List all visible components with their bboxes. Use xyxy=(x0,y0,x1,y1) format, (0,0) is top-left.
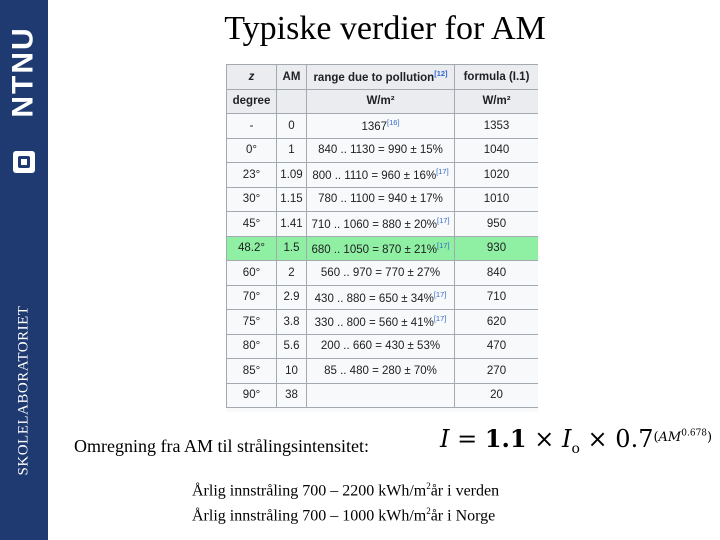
cell-formula: 950 xyxy=(455,212,539,237)
table-row xyxy=(227,359,539,384)
cell-am: 10 xyxy=(277,359,307,384)
reference-link[interactable]: [17] xyxy=(437,240,450,250)
table-row xyxy=(227,383,539,408)
slide-title: Typiske verdier for AM xyxy=(224,10,546,47)
unit-am xyxy=(277,89,307,114)
table-row xyxy=(227,187,539,212)
cell-range: 800 .. 1110 = 960 ± 16%[17] xyxy=(307,163,455,188)
cell-range: 330 .. 800 = 560 ± 41%[17] xyxy=(307,310,455,335)
cell-z: 48.2° xyxy=(227,236,277,261)
cell-formula: 710 xyxy=(455,285,539,310)
table-row xyxy=(227,138,539,163)
table-header-row xyxy=(227,65,539,90)
table-row xyxy=(227,334,539,359)
cell-range: 780 .. 1100 = 940 ± 17% xyxy=(307,187,455,212)
cell-range: 85 .. 480 = 280 ± 70% xyxy=(307,359,455,384)
cell-z: 70° xyxy=(227,285,277,310)
lab-name: SKOLELABORATORIET xyxy=(15,305,32,475)
table-row xyxy=(227,310,539,335)
cell-z: 90° xyxy=(227,383,277,408)
reference-link[interactable]: [17] xyxy=(436,167,449,177)
cell-am: 2 xyxy=(277,261,307,286)
cell-z: 60° xyxy=(227,261,277,286)
reference-link[interactable]: [17] xyxy=(437,216,450,226)
brand-sidebar xyxy=(0,0,48,540)
table-units-row xyxy=(227,89,539,114)
cell-formula: 470 xyxy=(455,334,539,359)
cell-am: 1.5 xyxy=(277,236,307,261)
table-row xyxy=(227,212,539,237)
cell-am: 38 xyxy=(277,383,307,408)
cell-am: 1.15 xyxy=(277,187,307,212)
cell-am: 1.41 xyxy=(277,212,307,237)
cell-formula: 930 xyxy=(455,236,539,261)
cell-range: 680 .. 1050 = 870 ± 21%[17] xyxy=(307,236,455,261)
table-row xyxy=(227,114,539,139)
cell-z: - xyxy=(227,114,277,139)
unit-formula: W/m² xyxy=(455,89,539,114)
table-row xyxy=(227,285,539,310)
cell-range: 710 .. 1060 = 880 ± 20%[17] xyxy=(307,212,455,237)
reference-link[interactable]: [17] xyxy=(433,289,447,299)
cell-formula: 840 xyxy=(455,261,539,286)
header-z: z xyxy=(227,65,277,90)
cell-z: 23° xyxy=(227,163,277,188)
header-am: AM xyxy=(277,65,307,90)
cell-formula: 20 xyxy=(455,383,539,408)
cell-am: 2.9 xyxy=(277,285,307,310)
header-range: range due to pollution[12] xyxy=(307,65,455,90)
table-row xyxy=(227,261,539,286)
cell-range: 1367[16] xyxy=(307,114,455,139)
cell-z: 0° xyxy=(227,138,277,163)
reference-link[interactable]: [16] xyxy=(387,118,400,128)
cell-z: 45° xyxy=(227,212,277,237)
cell-z: 85° xyxy=(227,359,277,384)
ntnu-logo: NTNU xyxy=(7,26,41,118)
unit-z: degree xyxy=(227,89,277,114)
cell-range: 200 .. 660 = 430 ± 53% xyxy=(307,334,455,359)
am-formula: $I = 1.1 \times I_o \times 0.7^{(AM^{0.678})}$ xyxy=(440,424,713,457)
cell-formula: 1040 xyxy=(455,138,539,163)
cell-am: 1 xyxy=(277,138,307,163)
cell-am: 3.8 xyxy=(277,310,307,335)
annual-irradiation xyxy=(192,476,499,527)
cell-formula: 620 xyxy=(455,310,539,335)
cell-range: 430 .. 880 = 650 ± 34%[17] xyxy=(307,285,455,310)
cell-formula: 270 xyxy=(455,359,539,384)
cell-formula: 1010 xyxy=(455,187,539,212)
cell-am: 1.09 xyxy=(277,163,307,188)
cell-z: 75° xyxy=(227,310,277,335)
cell-range: 560 .. 970 = 770 ± 27% xyxy=(307,261,455,286)
conversion-label: Omregning fra AM til strålingsintensitet: xyxy=(74,436,369,456)
reference-link[interactable]: [12] xyxy=(434,69,448,79)
cell-am: 0 xyxy=(277,114,307,139)
stats-line-world: Årlig innstråling 700 – 2200 kWh/$m^2år$ i verden xyxy=(192,481,500,500)
reference-link[interactable]: [17] xyxy=(433,314,447,324)
cell-range: 840 .. 1130 = 990 ± 15% xyxy=(307,138,455,163)
cell-formula: 1353 xyxy=(455,114,539,139)
cell-z: 30° xyxy=(227,187,277,212)
cell-range xyxy=(307,383,455,408)
header-formula: formula (I.1) xyxy=(455,65,539,90)
cell-am: 5.6 xyxy=(277,334,307,359)
table-row xyxy=(227,236,539,261)
unit-range: W/m² xyxy=(307,89,455,114)
table-row xyxy=(227,163,539,188)
stats-line-norway: Årlig innstråling 700 – 1000 kWh/$m^2år$ i Norge xyxy=(192,506,496,525)
cell-z: 80° xyxy=(227,334,277,359)
ntnu-logo-icon xyxy=(12,150,36,174)
cell-formula: 1020 xyxy=(455,163,539,188)
am-table xyxy=(226,64,538,412)
